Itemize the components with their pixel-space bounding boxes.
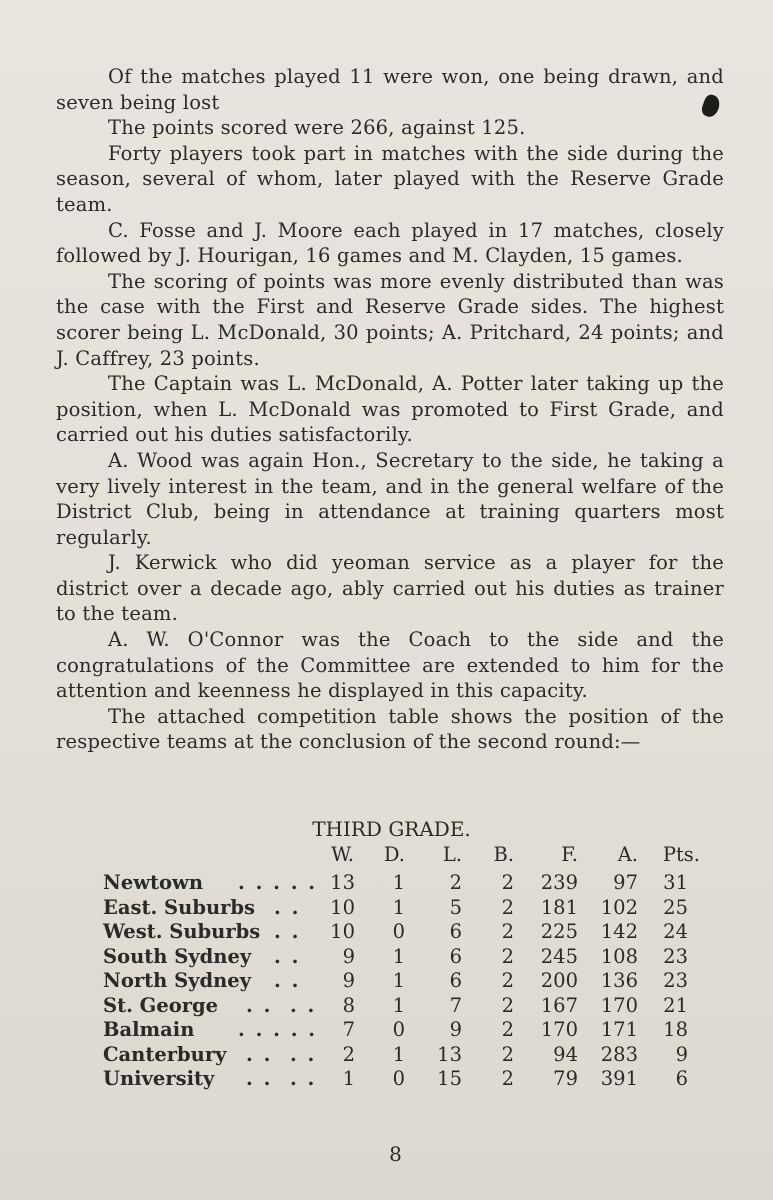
leader-dots: . . . . . [238,871,318,894]
paragraph: A. W. O'Connor was the Coach to the side and the congratulations of the Committee are extended to him for the attention and keenness he displayed in this capacity. [56,628,724,703]
cell-a: 170 [600,993,638,1017]
paragraph: J. Kerwick who did yeoman service as a player for the district over a decade ago, ably carried out his duties as trainer to the team. [56,551,724,626]
cell-l: 7 [449,993,462,1017]
body-text [56,64,724,755]
cell-a: 102 [600,895,638,919]
cell-w: 1 [342,1067,355,1090]
leader-dots: . . . . [246,1067,317,1090]
header-l: L. [442,843,462,866]
cell-l: 5 [449,895,462,919]
page-number: 8 [389,1142,402,1166]
leader-dots: . . . . [246,993,317,1017]
table-row [0,945,773,969]
cell-w: 9 [342,944,355,968]
team-name: Newtown [103,871,203,894]
team-name: St. George [103,993,219,1017]
cell-a: 108 [600,944,638,968]
cell-l: 6 [449,920,462,943]
team-name: East. Suburbs [103,895,256,919]
leader-dots: . . [274,920,301,943]
table-row [0,896,773,920]
team-name: North Sydney [103,969,252,992]
cell-pts: 24 [663,920,688,943]
header-w: W. [331,843,354,866]
cell-w: 9 [342,969,355,992]
cell-l: 6 [449,969,462,992]
header-d: D. [383,843,405,866]
cell-f: 200 [540,969,578,992]
cell-f: 94 [553,1042,578,1066]
team-name: Canterbury [103,1042,227,1066]
cell-a: 283 [600,1042,638,1066]
cell-f: 181 [540,895,578,919]
cell-pts: 21 [663,993,688,1017]
team-name: University [103,1067,215,1090]
cell-pts: 25 [663,895,688,919]
table-row [0,969,773,993]
cell-d: 0 [392,1067,405,1090]
cell-l: 15 [437,1067,462,1090]
cell-w: 13 [330,871,355,894]
cell-w: 10 [330,895,355,919]
cell-b: 2 [501,920,514,943]
cell-b: 2 [501,871,514,894]
paragraph: Of the matches played 11 were won, one being drawn, and seven being lost [56,65,724,114]
paragraph: The points scored were 266, against 125. [108,116,526,140]
cell-w: 7 [342,1018,355,1041]
cell-b: 2 [501,895,514,919]
paragraph: A. Wood was again Hon., Secretary to the side, he taking a very lively interest in the team, and in the general welfare of the District Club, being in attendance at training quarters most regularly. [56,448,724,549]
leader-dots: . . [274,895,301,919]
cell-b: 2 [501,993,514,1017]
cell-f: 170 [540,1018,578,1041]
paragraph: C. Fosse and J. Moore each played in 17 matches, closely followed by J. Hourigan, 16 games and M. Clayden, 15 games. [56,218,724,268]
team-name: Balmain [103,1018,195,1041]
cell-b: 2 [501,969,514,992]
cell-f: 167 [540,993,578,1017]
paragraph: The scoring of points was more evenly distributed than was the case with the First and Reserve Grade sides. The highest scorer being L. McDonald, 30 points; A. Pritchard, 24 points; and J. Caffrey, 23 points. [56,269,724,370]
team-name: South Sydney [103,944,252,968]
header-a: A. [617,843,638,866]
cell-w: 2 [342,1042,355,1066]
cell-f: 245 [540,944,578,968]
cell-d: 1 [392,969,405,992]
cell-b: 2 [501,1067,514,1090]
cell-d: 1 [392,871,405,894]
cell-pts: 23 [663,969,688,992]
cell-w: 8 [342,993,355,1017]
cell-a: 142 [600,920,638,943]
cell-a: 97 [613,871,638,894]
paragraph: The attached competition table shows the position of the respective teams at the conclusion of the second round:— [56,704,724,754]
cell-f: 225 [540,920,578,943]
cell-b: 2 [501,1042,514,1066]
cell-d: 0 [392,1018,405,1041]
leader-dots: . . . . [246,1042,317,1066]
leader-dots: . . . . . [238,1018,318,1041]
cell-pts: 31 [663,871,688,894]
cell-b: 2 [501,1018,514,1041]
table-header-row [0,843,773,867]
table-row [0,920,773,944]
header-b: B. [493,843,514,866]
cell-a: 136 [600,969,638,992]
leader-dots: . . [274,969,301,992]
table-row [0,994,773,1018]
cell-d: 0 [392,920,405,943]
paragraph: The Captain was L. McDonald, A. Potter later taking up the position, when L. McDonald was promoted to First Grade, and carried out his duties satisfactorily. [56,372,724,447]
cell-pts: 6 [675,1067,688,1090]
cell-d: 1 [392,895,405,919]
cell-a: 171 [600,1018,638,1041]
cell-l: 9 [449,1018,462,1041]
leader-dots: . . [274,944,301,968]
cell-pts: 23 [663,944,688,968]
cell-f: 239 [540,871,578,894]
paragraph: Forty players took part in matches with the side during the season, several of whom, later played with the Reserve Grade team. [56,141,724,216]
cell-w: 10 [330,920,355,943]
cell-pts: 18 [663,1018,688,1041]
team-name: West. Suburbs [103,920,261,943]
cell-d: 1 [392,993,405,1017]
cell-f: 79 [553,1067,578,1090]
table-row [0,1043,773,1067]
table-title: THIRD GRADE. [312,817,471,841]
cell-a: 391 [600,1067,638,1090]
cell-l: 6 [449,944,462,968]
cell-d: 1 [392,944,405,968]
table-row [0,871,773,895]
cell-pts: 9 [675,1042,688,1066]
cell-l: 2 [449,871,462,894]
cell-b: 2 [501,944,514,968]
header-pts: Pts. [662,843,700,866]
cell-l: 13 [437,1042,462,1066]
table-row [0,1018,773,1042]
cell-d: 1 [392,1042,405,1066]
header-f: F. [561,843,578,866]
table-row [0,1067,773,1091]
